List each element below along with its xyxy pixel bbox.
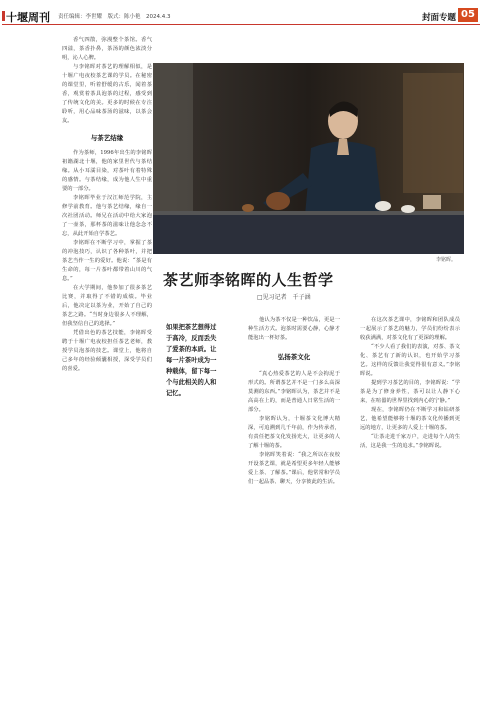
section-label: 封面专题 bbox=[422, 13, 457, 23]
paragraph: 在这次茶艺课中，李铭晖和团队成员一起展示了茶艺的魅力，学员们纷纷表示收获满满，对茶文化有了更深的理解。 bbox=[360, 317, 460, 341]
paragraph: “不少人看了我们的表演，对茶、茶文化、茶艺有了新的认识，也开始学习茶艺。这样的反馈让我觉得很有意义。”李铭晖说。 bbox=[360, 344, 460, 377]
subheading: 弘扬茶文化 bbox=[277, 353, 311, 361]
page-number: 05 bbox=[458, 8, 478, 22]
pull-quote: 如果把茶艺想得过于高冷，反而丢失了爱茶的本质。让每一片茶叶成为一种载体，留下每一个与此相关的人和记忆。 bbox=[166, 324, 217, 397]
paragraph: 李铭晖笑着说：“我之所以在夜校开设茶艺课，就是希望更多年轻人能够爱上茶、了解茶。”课后，他常常和学员们一起品茶、聊天，分享彼此的生活。 bbox=[248, 452, 340, 485]
paragraph: “真心热爱茶艺的人是不会拘泥于形式的。所谓茶艺并不是一门多么高深莫测的东西。”李铭晖认为，茶艺并不是高高在上的，而是普通人日常生活的一部分。 bbox=[248, 371, 340, 413]
paragraph: 李铭晖认为，十堰茶文化博大精深，可追溯到几千年前，作为传承者，有责任把茶文化发扬光大，让更多的人了解十堰的茶。 bbox=[248, 416, 340, 449]
editor-meta: 责任编辑：李世耀 版式：陈小艳 2024.4.3 bbox=[58, 14, 171, 20]
subheading: 与茶艺结缘 bbox=[90, 134, 124, 142]
paragraph: 作为茶师，1996年出生的李铭晖祖籍湖北十堰，他的家里世代与茶结缘。从小耳濡目染，对茶叶有着特殊的感情。与茶结缘，成为他人生中重要的一部分。 bbox=[62, 150, 152, 192]
header-rule bbox=[2, 24, 480, 25]
article-title: 茶艺师李铭晖的人生哲学 bbox=[163, 271, 334, 289]
paragraph: 香气四散，弥漫整个茶馆。香气四溢，茶香扑鼻，茶汤的颜色浓淡分明，沁人心脾。 bbox=[62, 37, 152, 61]
photo-caption: 李铭晖。 bbox=[436, 257, 457, 263]
page-header bbox=[0, 0, 482, 26]
paragraph: “让茶走进千家万户，走进每个人的生活，这是我一生的追求。”李铭晖说。 bbox=[360, 434, 460, 449]
paragraph: 凭借出色的茶艺技能，李铭晖受聘于十堰广电夜校担任茶艺老师，教授学员泡茶的技艺。课堂上，他将自己多年的经验倾囊相授，深受学员们的喜爱。 bbox=[62, 330, 152, 372]
paragraph: 他认为茶不仅是一种饮品，更是一种生活方式。泡茶时需要心静，心静才能泡出一杯好茶。 bbox=[248, 317, 340, 341]
byline: □见习记者 千子涵 bbox=[257, 294, 311, 301]
paragraph: 李铭晖毕业于汉江师范学院，主修学前教育。他与茶艺结缘，缘自一次社团活动。师兄在活动中给大家泡了一壶茶，那杯茶的滋味让他念念不忘，从此开始自学茶艺。 bbox=[62, 195, 152, 237]
paragraph: 李铭晖在不断学习中，掌握了茶的冲泡技巧，认识了各种茶叶，并把茶艺当作一生的爱好。他说：“茶是有生命的，每一片茶叶都带着山川的气息。” bbox=[62, 240, 152, 282]
paragraph: 现在，李铭晖仍在不断学习和钻研茶艺，他希望能够将十堰的茶文化传播到更远的地方，让更多的人爱上十堰的茶。 bbox=[360, 407, 460, 431]
article-column-2 bbox=[248, 316, 340, 696]
photo-illustration bbox=[153, 63, 464, 254]
paragraph: 与李铭晖对茶艺的理解相似，是十堰广电夜校茶艺课的学员。在秘密的课堂里，听着舒缓的古乐，闻着茶香，观赏着茶具泡茶的过程，感受到了传统文化的美。更多的时候在专注聆听，用心品味茶汤的滋味，以茶会友。 bbox=[62, 64, 152, 124]
paragraph: 在大学期间，他参加了很多茶艺比赛，并取得了不错的成绩。毕业后，他决定以茶为业，开始了自己的茶艺之路。“当时身边很多人不理解，但我坚信自己的选择。” bbox=[62, 285, 152, 327]
feature-photo bbox=[153, 63, 464, 254]
newspaper-brand: 十堰周刊 bbox=[6, 11, 50, 24]
article-column-1 bbox=[62, 36, 152, 696]
article-column-3 bbox=[360, 316, 460, 696]
paragraph: 提到学习茶艺的目的，李铭晖说：“学茶是为了修身养性，茶可以让人静下心来，在喧嚣的世界里找到内心的宁静。” bbox=[360, 380, 460, 404]
brand-accent-bar bbox=[2, 11, 5, 21]
